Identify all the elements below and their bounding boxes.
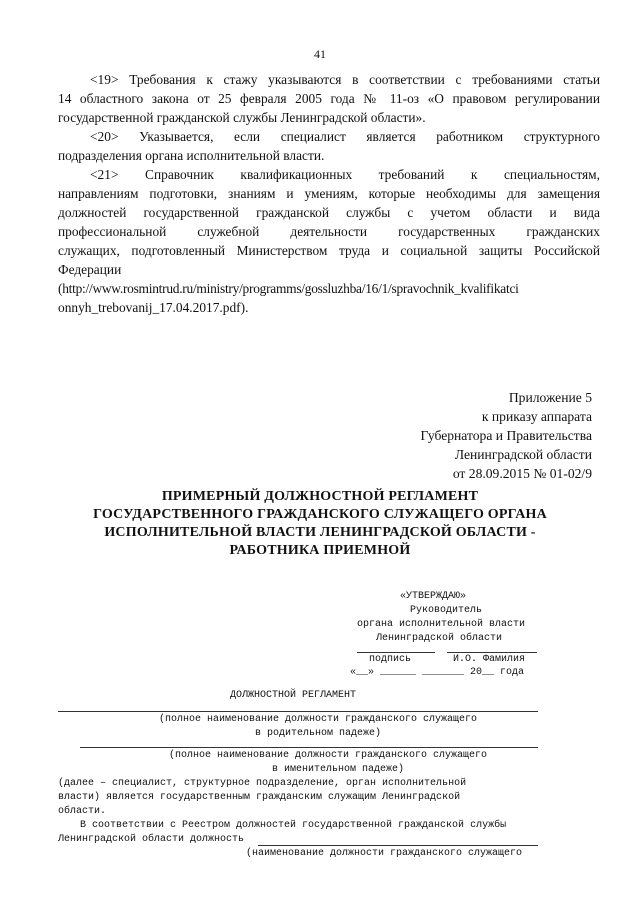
footnote-line: <19> Требования к стажу указываются в соответствии с требованиями статьи (90, 72, 600, 87)
approval-approve: «УТВЕРЖДАЮ» (400, 591, 467, 602)
name-hint: И.О. Фамилия (453, 654, 526, 665)
form-paragraph-line: власти) является государственным гражданским служащим Ленинградской (58, 792, 461, 803)
appendix-line: Губернатора и Правительства (420, 428, 592, 443)
footnote-link: (http://www.rosmintrud.ru/ministry/programms/gossluzhba/16/1/spravochnik_kvalifikatci (58, 281, 519, 296)
footnote-19 (58, 70, 600, 127)
title-line: ИСПОЛНИТЕЛЬНОЙ ВЛАСТИ ЛЕНИНГРАДСКОЙ ОБЛАСТИ - (104, 525, 536, 540)
hint-nominative: (полное наименование должности гражданского служащего (168, 750, 488, 761)
footnote-line: <21> Справочник квалификационных требований к специальностям, (90, 167, 600, 182)
appendix-line: от 28.09.2015 № 01-02/9 (452, 466, 592, 481)
form-heading: ДОЛЖНОСТНОЙ РЕГЛАМЕНТ (230, 690, 357, 701)
approval-head: Руководитель (410, 605, 483, 616)
footnote-line: должностей государственной гражданской службы с учетом области и вида (58, 205, 600, 220)
title-line: ГОСУДАРСТВЕННОГО ГРАЖДАНСКОГО СЛУЖАЩЕГО ОРГАНА (93, 507, 547, 522)
footnote-link: onnyh_trebovanij_17.04.2017.pdf). (58, 300, 249, 315)
signature-hint: подпись (369, 654, 412, 665)
appendix-line: Ленинградской области (454, 447, 592, 462)
footnote-line: профессиональной служебной деятельности государственных гражданских (58, 224, 600, 239)
approval-body: органа исполнительной власти (357, 619, 526, 630)
appendix-line: к приказу аппарата (481, 409, 592, 424)
footnote-line: государственной гражданской службы Ленинградской области». (58, 110, 426, 125)
approval-date: «__» ______ _______ 20__ года (350, 667, 525, 678)
form-paragraph-line: области. (58, 806, 107, 817)
footnote-line: 14 областного закона от 25 февраля 2005 года № 11-оз «О правовом регулировании (58, 91, 600, 106)
hint-position: (наименование должности гражданского служащего (246, 848, 523, 859)
footnote-21 (58, 165, 600, 317)
footnote-line: Федерации (58, 262, 122, 277)
blank-line (258, 845, 538, 846)
document-title (40, 488, 600, 560)
footnote-line: подразделения органа исполнительной власти. (58, 148, 325, 163)
form-paragraph-line: (далее – специалист, структурное подразделение, орган исполнительной (58, 778, 467, 789)
title-line: РАБОТНИКА ПРИЕМНОЙ (229, 543, 411, 558)
appendix-block (330, 388, 592, 483)
hint-genitive-case: в родительном падеже) (254, 728, 382, 739)
page-number: 41 (314, 47, 326, 61)
reestr-line: Ленинградской области должность (58, 834, 245, 845)
blank-line (58, 711, 538, 712)
appendix-line: Приложение 5 (508, 390, 592, 405)
footnote-line: направлениям подготовки, знаниям и умениям, которые необходимы для замещения (58, 186, 600, 201)
hint-genitive: (полное наименование должности гражданского служащего (158, 714, 478, 725)
reestr-line: В соответствии с Реестром должностей государственной гражданской службы (80, 820, 507, 831)
approval-region: Ленинградской области (376, 633, 503, 644)
blank-line (80, 747, 538, 748)
footnote-line: <20> Указывается, если специалист является работником структурного (90, 129, 600, 144)
footnote-20 (58, 127, 600, 165)
hint-nominative-case: в именительном падеже) (271, 764, 405, 775)
footnote-line: служащих, подготовленный Министерством труда и социальной защиты Российской (58, 243, 600, 258)
title-line: ПРИМЕРНЫЙ ДОЛЖНОСТНОЙ РЕГЛАМЕНТ (161, 489, 479, 504)
